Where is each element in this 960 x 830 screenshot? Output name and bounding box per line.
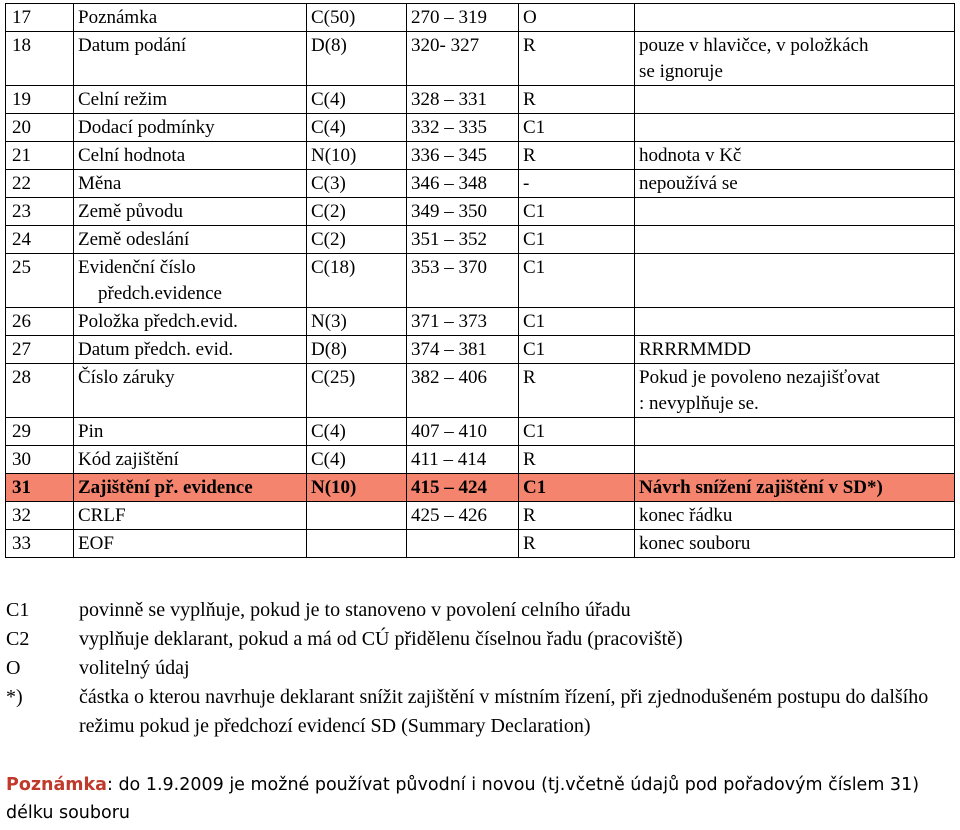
field-type: C(25): [307, 364, 407, 418]
table-row: [6, 364, 955, 418]
field-name: Dodací podmínky: [74, 114, 307, 142]
table-row: [6, 198, 955, 226]
field-note: nepoužívá se: [635, 170, 955, 198]
field-note: [635, 226, 955, 254]
field-note: [635, 198, 955, 226]
field-name: Pin: [74, 418, 307, 446]
field-name: Země původu: [74, 198, 307, 226]
table-row: [6, 86, 955, 114]
row-number: 32: [6, 502, 74, 530]
row-number: 25: [6, 254, 74, 308]
field-type: N(10): [307, 142, 407, 170]
field-position: 371 – 373: [407, 308, 519, 336]
field-requirement: R: [519, 446, 635, 474]
table-row: [6, 446, 955, 474]
field-note: [635, 254, 955, 308]
row-number: 21: [6, 142, 74, 170]
field-note: [635, 446, 955, 474]
legend-key: C1: [6, 599, 30, 621]
field-position: 336 – 345: [407, 142, 519, 170]
table-row: [6, 502, 955, 530]
field-name: Celní hodnota: [74, 142, 307, 170]
table-row: [6, 4, 955, 32]
field-position: 353 – 370: [407, 254, 519, 308]
field-name: Poznámka: [74, 4, 307, 32]
field-note: [635, 86, 955, 114]
field-note: [635, 32, 955, 86]
footnote: [6, 771, 956, 827]
field-type: [307, 530, 407, 558]
field-name: [74, 254, 307, 308]
field-name: Datum podání: [74, 32, 307, 86]
field-name: CRLF: [74, 502, 307, 530]
row-number: 17: [6, 4, 74, 32]
field-name: Zajištění př. evidence: [74, 474, 307, 502]
field-type: C(4): [307, 86, 407, 114]
field-type: C(2): [307, 226, 407, 254]
field-type: D(8): [307, 32, 407, 86]
table-row-highlighted: [6, 474, 955, 502]
table-row: [6, 226, 955, 254]
field-type: D(8): [307, 336, 407, 364]
table-row: [6, 32, 955, 86]
field-type: C(4): [307, 418, 407, 446]
field-type: N(10): [307, 474, 407, 502]
field-position: 374 – 381: [407, 336, 519, 364]
field-position: 411 – 414: [407, 446, 519, 474]
field-position: 351 – 352: [407, 226, 519, 254]
row-number: 20: [6, 114, 74, 142]
field-note: RRRRMMDD: [635, 336, 955, 364]
row-number: 30: [6, 446, 74, 474]
legend-key: C2: [6, 628, 30, 650]
field-requirement: C1: [519, 308, 635, 336]
field-type: C(50): [307, 4, 407, 32]
field-position: 346 – 348: [407, 170, 519, 198]
row-number: 27: [6, 336, 74, 364]
field-requirement: R: [519, 86, 635, 114]
field-name: Datum předch. evid.: [74, 336, 307, 364]
field-requirement: C1: [519, 226, 635, 254]
field-position: 349 – 350: [407, 198, 519, 226]
field-type: C(18): [307, 254, 407, 308]
table-row: [6, 254, 955, 308]
table-row: [6, 170, 955, 198]
field-name: Celní režim: [74, 86, 307, 114]
field-name: Kód zajištění: [74, 446, 307, 474]
field-requirement: C1: [519, 418, 635, 446]
field-position: 415 – 424: [407, 474, 519, 502]
legend-key: O: [6, 657, 21, 679]
field-note-line1: pouze v hlavičce, v položkách: [639, 35, 869, 56]
field-note-line1: Pokud je povoleno nezajišťovat: [639, 367, 880, 388]
field-note-line2: se ignoruje: [639, 61, 723, 82]
field-requirement: C1: [519, 336, 635, 364]
row-number: 31: [6, 474, 74, 502]
field-requirement: C1: [519, 254, 635, 308]
legend-text: částka o kterou navrhuje deklarant snížit zajištění v místním řízení, při zjednodušeném postupu do dalšího režimu pokud je předchozí evidencí SD (Summary Declaration): [79, 686, 929, 737]
field-name-line2: předch.evidence: [98, 283, 222, 304]
field-type: C(4): [307, 114, 407, 142]
table-row: [6, 114, 955, 142]
field-name-line1: Evidenční číslo: [78, 257, 196, 278]
field-name: Měna: [74, 170, 307, 198]
footnote-label: Poznámka: [6, 775, 107, 795]
field-note: hodnota v Kč: [635, 142, 955, 170]
table-row: [6, 142, 955, 170]
field-type: [307, 502, 407, 530]
row-number: 26: [6, 308, 74, 336]
field-position: 320- 327: [407, 32, 519, 86]
legend-item-c2: [6, 625, 956, 654]
footnote-text: : do 1.9.2009 je možné používat původní i novou (tj.včetně údajů pod pořadovým číslem 31) délku souboru: [6, 775, 920, 823]
field-note: konec souboru: [635, 530, 955, 558]
field-position: 382 – 406: [407, 364, 519, 418]
field-note: [635, 308, 955, 336]
field-note: [635, 4, 955, 32]
row-number: 29: [6, 418, 74, 446]
field-note: [635, 418, 955, 446]
field-type: N(3): [307, 308, 407, 336]
field-requirement: R: [519, 502, 635, 530]
legend-key: *): [6, 686, 23, 708]
field-position: 407 – 410: [407, 418, 519, 446]
legend-text: vyplňuje deklarant, pokud a má od CÚ přidělenu číselnou řadu (pracoviště): [79, 628, 683, 650]
field-requirement: C1: [519, 114, 635, 142]
row-number: 22: [6, 170, 74, 198]
field-position: 328 – 331: [407, 86, 519, 114]
legend: [6, 596, 956, 741]
row-number: 33: [6, 530, 74, 558]
row-number: 19: [6, 86, 74, 114]
field-note-line2: : nevyplňuje se.: [639, 393, 759, 414]
field-note: [635, 114, 955, 142]
field-requirement: R: [519, 530, 635, 558]
legend-text: povinně se vyplňuje, pokud je to stanoveno v povolení celního úřadu: [79, 599, 631, 621]
field-note: [635, 364, 955, 418]
row-number: 24: [6, 226, 74, 254]
field-note: konec řádku: [635, 502, 955, 530]
table-row: [6, 530, 955, 558]
row-number: 18: [6, 32, 74, 86]
field-spec-table: [5, 3, 955, 558]
field-requirement: -: [519, 170, 635, 198]
field-requirement: C1: [519, 474, 635, 502]
field-requirement: R: [519, 364, 635, 418]
field-requirement: R: [519, 32, 635, 86]
field-name: Země odeslání: [74, 226, 307, 254]
legend-item-o: [6, 654, 956, 683]
row-number: 28: [6, 364, 74, 418]
field-requirement: C1: [519, 198, 635, 226]
legend-item-star: [6, 683, 956, 741]
row-number: 23: [6, 198, 74, 226]
field-name: Číslo záruky: [74, 364, 307, 418]
field-note: Návrh snížení zajištění v SD*): [635, 474, 955, 502]
table-row: [6, 336, 955, 364]
field-type: C(3): [307, 170, 407, 198]
field-requirement: R: [519, 142, 635, 170]
field-name: EOF: [74, 530, 307, 558]
field-name: Položka předch.evid.: [74, 308, 307, 336]
field-type: C(2): [307, 198, 407, 226]
legend-text: volitelný údaj: [79, 657, 190, 679]
field-type: C(4): [307, 446, 407, 474]
table-row: [6, 308, 955, 336]
field-position: 425 – 426: [407, 502, 519, 530]
field-requirement: O: [519, 4, 635, 32]
field-position: [407, 530, 519, 558]
legend-item-c1: [6, 596, 956, 625]
table-row: [6, 418, 955, 446]
field-position: 332 – 335: [407, 114, 519, 142]
field-position: 270 – 319: [407, 4, 519, 32]
